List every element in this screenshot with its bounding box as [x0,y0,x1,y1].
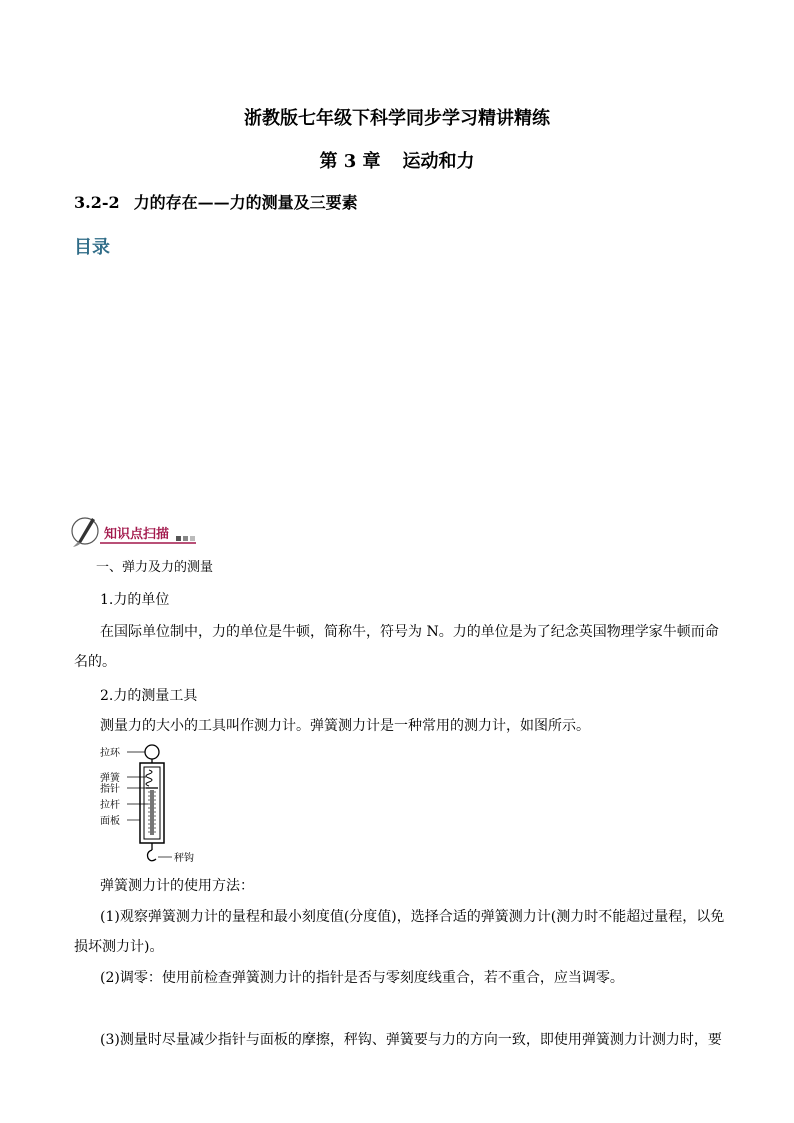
usage-heading: 弹簧测力计的使用方法： [100,878,254,894]
heading-elastic-force: 一、弹力及力的测量 [96,560,214,575]
usage-item2: (2)调零：使用前检查弹簧测力计的指针是否与零刻度线重合，若不重合，应当调零。 [100,970,624,986]
chapter-title [0,147,794,173]
section-heading [74,190,358,213]
label-pointer: 指针 [100,784,120,795]
usage-item1-line1: (1)观察弹簧测力计的量程和最小刻度值(分度值)，选择合适的弹簧测力计(测力时不能超过量程，以免 [100,909,725,925]
toc-heading: 目录 [74,237,110,258]
book-title: 浙教版七年级下科学同步学习精讲精练 [244,108,550,129]
para-measuring-tool: 测量力的大小的工具叫作测力计。弹簧测力计是一种常用的测力计，如图所示。 [100,718,590,734]
subheading-force-unit: 1.力的单位 [100,592,170,608]
brush-icon [72,518,98,547]
spring-scale-diagram [100,740,220,870]
label-ring: 拉环 [100,748,120,759]
knowledge-badge-label: 知识点扫描 [104,527,170,542]
chapter-name: 运动和力 [402,151,475,172]
label-spring: 弹簧 [100,773,120,784]
label-rod: 拉杆 [100,800,120,811]
para-force-unit-line2: 名的。 [74,654,116,670]
subheading-measuring-tool: 2.力的测量工具 [100,688,198,704]
usage-item1-line2: 损坏测力计)。 [74,939,164,955]
section-number: 3.2-2 [74,193,120,212]
label-hook: 秤钩 [174,853,194,864]
para-force-unit-line1: 在国际单位制中，力的单位是牛顿，简称牛，符号为 N。力的单位是为了纪念英国物理学家牛顿而命 [100,624,719,640]
label-panel: 面板 [100,816,120,827]
usage-item3: (3)测量时尽量减少指针与面板的摩擦，秤钩、弹簧要与力的方向一致，即使用弹簧测力计测力时，要 [100,1032,722,1048]
chapter-number: 第 3 章 [319,151,381,172]
section-title: 力的存在——力的测量及三要素 [133,193,358,212]
